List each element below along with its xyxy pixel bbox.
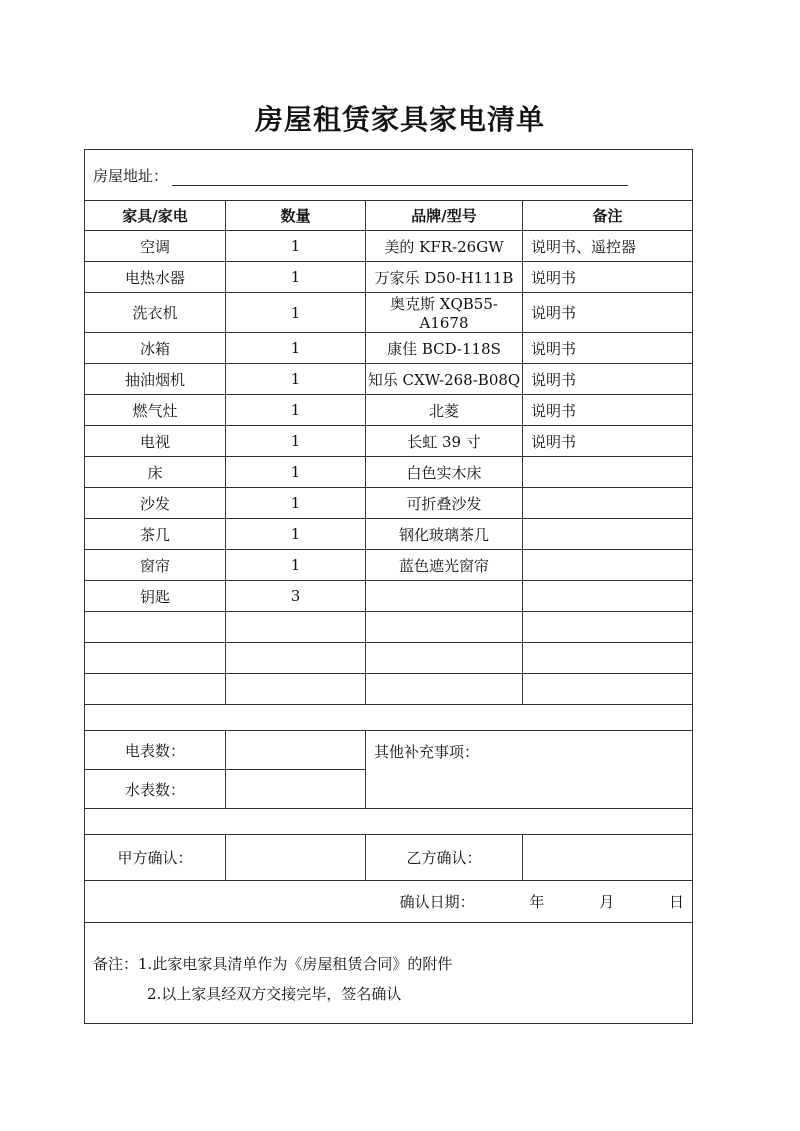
table-row [85, 581, 693, 612]
item-brand-model-cell[interactable]: 北菱 [366, 395, 523, 426]
table-row [85, 612, 693, 643]
item-remarks-cell[interactable]: 说明书 [523, 293, 693, 333]
notes-prefix: 备注： [93, 955, 139, 973]
item-brand-model-cell[interactable] [366, 581, 523, 612]
electric-meter-value[interactable] [226, 731, 366, 770]
item-brand-model-cell[interactable]: 蓝色遮光窗帘 [366, 550, 523, 581]
table-row [85, 457, 693, 488]
item-name-cell[interactable]: 洗衣机 [85, 293, 226, 333]
item-remarks-cell[interactable]: 说明书 [523, 262, 693, 293]
blank-separator-row [85, 705, 693, 731]
item-remarks-cell[interactable] [523, 612, 693, 643]
table-row [85, 231, 693, 262]
item-quantity-cell[interactable] [226, 612, 366, 643]
table-row [85, 364, 693, 395]
item-name-cell[interactable]: 电热水器 [85, 262, 226, 293]
item-name-cell[interactable] [85, 674, 226, 705]
note-1-text: 1.此家电家具清单作为《房屋租赁合同》的附件 [138, 955, 453, 973]
table-row [85, 519, 693, 550]
address-label: 房屋地址： [93, 166, 169, 185]
table-row [85, 643, 693, 674]
table-row [85, 550, 693, 581]
item-remarks-cell[interactable]: 说明书 [523, 426, 693, 457]
item-name-cell[interactable]: 燃气灶 [85, 395, 226, 426]
table-row [85, 262, 693, 293]
item-quantity-cell[interactable]: 1 [226, 262, 366, 293]
header-remarks: 备注 [523, 201, 693, 231]
header-item: 家具/家电 [85, 201, 226, 231]
address-input-line[interactable] [172, 171, 628, 186]
water-meter-value[interactable] [226, 770, 366, 809]
item-name-cell[interactable]: 电视 [85, 426, 226, 457]
item-brand-model-cell[interactable] [366, 674, 523, 705]
table-header-row [85, 201, 693, 231]
electric-meter-row [85, 731, 693, 770]
item-brand-model-cell[interactable]: 长虹 39 寸 [366, 426, 523, 457]
item-name-cell[interactable]: 床 [85, 457, 226, 488]
electric-meter-label: 电表数： [85, 731, 226, 770]
item-brand-model-cell[interactable] [366, 643, 523, 674]
item-name-cell[interactable] [85, 612, 226, 643]
item-remarks-cell[interactable] [523, 519, 693, 550]
item-brand-model-cell[interactable]: 可折叠沙发 [366, 488, 523, 519]
address-row [85, 150, 693, 201]
item-name-cell[interactable]: 窗帘 [85, 550, 226, 581]
item-quantity-cell[interactable]: 1 [226, 488, 366, 519]
item-remarks-cell[interactable]: 说明书、遥控器 [523, 231, 693, 262]
blank-separator-cell [85, 809, 693, 835]
notes-row [85, 923, 693, 1024]
item-brand-model-cell[interactable]: 美的 KFR-26GW [366, 231, 523, 262]
table-row [85, 488, 693, 519]
date-row [85, 881, 693, 923]
item-remarks-cell[interactable]: 说明书 [523, 333, 693, 364]
blank-separator-row [85, 809, 693, 835]
item-remarks-cell[interactable] [523, 643, 693, 674]
date-label: 确认日期： [399, 893, 475, 911]
item-remarks-cell[interactable] [523, 457, 693, 488]
party-b-signature[interactable] [523, 835, 693, 881]
item-remarks-cell[interactable] [523, 674, 693, 705]
item-name-cell[interactable]: 空调 [85, 231, 226, 262]
item-brand-model-cell[interactable]: 万家乐 D50-H111B [366, 262, 523, 293]
item-quantity-cell[interactable]: 1 [226, 519, 366, 550]
item-remarks-cell[interactable] [523, 550, 693, 581]
header-quantity: 数量 [226, 201, 366, 231]
item-quantity-cell[interactable]: 1 [226, 231, 366, 262]
date-year: 年 [529, 893, 545, 911]
water-meter-label: 水表数： [85, 770, 226, 809]
item-brand-model-cell[interactable]: 白色实木床 [366, 457, 523, 488]
party-a-signature[interactable] [226, 835, 366, 881]
table-row [85, 333, 693, 364]
party-b-label: 乙方确认： [366, 835, 523, 881]
note-line-1 [93, 949, 692, 979]
inventory-table [84, 149, 693, 1024]
item-quantity-cell[interactable]: 1 [226, 395, 366, 426]
item-brand-model-cell[interactable]: 钢化玻璃茶几 [366, 519, 523, 550]
item-name-cell[interactable] [85, 643, 226, 674]
address-cell [85, 150, 693, 201]
party-a-label: 甲方确认： [85, 835, 226, 881]
item-remarks-cell[interactable] [523, 488, 693, 519]
table-row [85, 293, 693, 333]
header-brand-model: 品牌/型号 [366, 201, 523, 231]
item-quantity-cell[interactable]: 1 [226, 426, 366, 457]
item-quantity-cell[interactable]: 1 [226, 293, 366, 333]
item-quantity-cell[interactable] [226, 643, 366, 674]
item-name-cell[interactable]: 沙发 [85, 488, 226, 519]
confirm-date-cell[interactable] [85, 881, 693, 923]
item-name-cell[interactable]: 茶几 [85, 519, 226, 550]
table-row [85, 426, 693, 457]
item-name-cell[interactable]: 抽油烟机 [85, 364, 226, 395]
item-brand-model-cell[interactable] [366, 612, 523, 643]
date-month: 月 [599, 893, 615, 911]
item-quantity-cell[interactable]: 1 [226, 364, 366, 395]
item-name-cell[interactable]: 冰箱 [85, 333, 226, 364]
item-quantity-cell[interactable] [226, 674, 366, 705]
table-row [85, 674, 693, 705]
table-row [85, 395, 693, 426]
item-quantity-cell[interactable]: 3 [226, 581, 366, 612]
blank-separator-cell [85, 705, 693, 731]
other-notes-cell[interactable]: 其他补充事项： [366, 731, 693, 809]
item-quantity-cell[interactable]: 1 [226, 333, 366, 364]
signature-row [85, 835, 693, 881]
item-quantity-cell[interactable]: 1 [226, 457, 366, 488]
item-brand-model-cell[interactable]: 知乐 CXW-268-B08Q [366, 364, 523, 395]
item-name-cell[interactable]: 钥匙 [85, 581, 226, 612]
item-remarks-cell[interactable]: 说明书 [523, 364, 693, 395]
notes-cell [85, 923, 693, 1024]
item-brand-model-cell[interactable]: 康佳 BCD-118S [366, 333, 523, 364]
date-day: 日 [669, 893, 685, 911]
item-brand-model-cell[interactable]: 奥克斯 XQB55-A1678 [366, 293, 523, 333]
item-remarks-cell[interactable]: 说明书 [523, 395, 693, 426]
note-line-2: 2.以上家具经双方交接完毕，签名确认 [147, 985, 402, 1003]
item-remarks-cell[interactable] [523, 581, 693, 612]
item-quantity-cell[interactable]: 1 [226, 550, 366, 581]
page-title: 房屋租赁家具家电清单 [254, 103, 545, 136]
